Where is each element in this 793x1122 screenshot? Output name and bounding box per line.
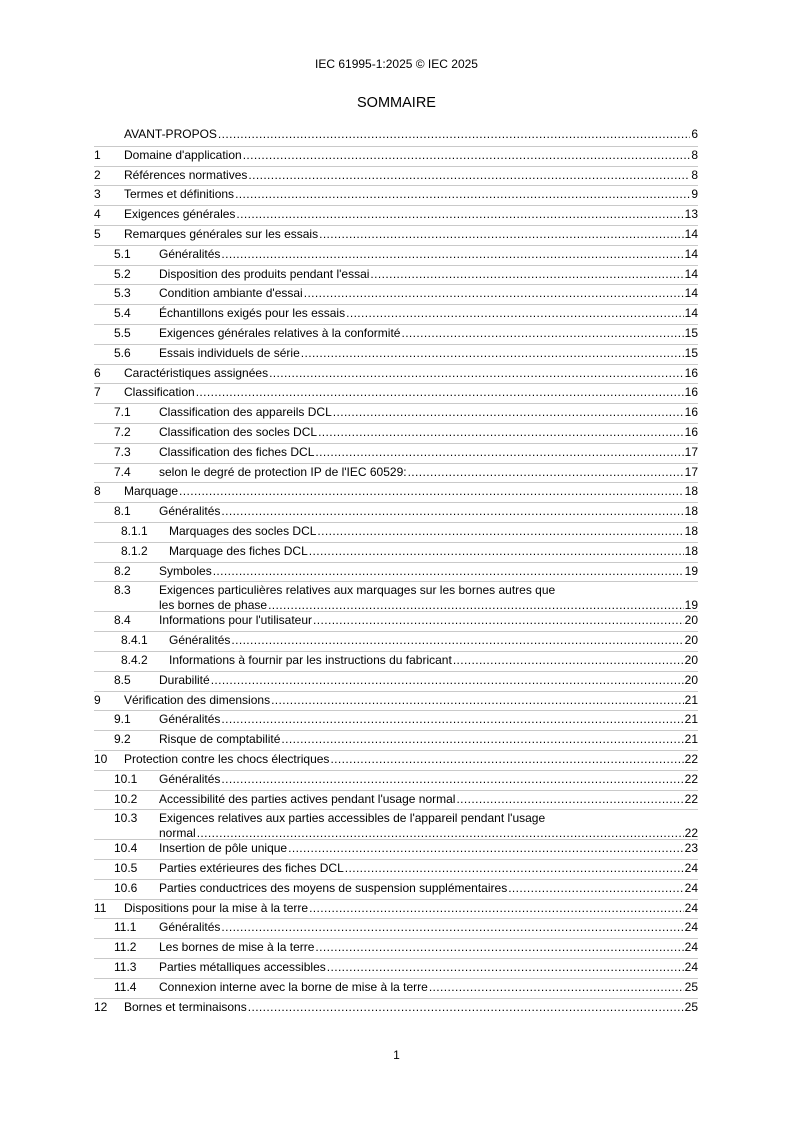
toc-entry-number: 10.6 xyxy=(114,880,138,895)
toc-entry-page: 25 xyxy=(684,999,698,1014)
dot-leader xyxy=(268,598,684,613)
toc-entry-number: 11 xyxy=(94,900,107,915)
dot-leader xyxy=(313,613,684,628)
toc-entry[interactable] xyxy=(94,631,698,651)
toc-entry-number: 9.1 xyxy=(114,712,131,727)
dot-leader xyxy=(345,861,684,876)
toc-entry-page: 19 xyxy=(684,563,698,578)
dot-leader xyxy=(318,425,684,440)
toc-entry[interactable] xyxy=(94,918,698,938)
toc-entry-label: Disposition des produits pendant l'essai xyxy=(159,266,370,281)
dot-leader xyxy=(235,187,690,202)
toc-entry[interactable] xyxy=(94,482,698,502)
toc-entry-label: Bornes et terminaisons xyxy=(124,999,247,1014)
toc-entry-page: 23 xyxy=(684,841,698,856)
toc-entry-page: 21 xyxy=(684,712,698,727)
dot-leader xyxy=(301,346,684,361)
toc-entry-label: Exigences générales relatives à la conformité xyxy=(159,325,401,340)
toc-entry-number: 5.3 xyxy=(114,286,131,301)
dot-leader xyxy=(231,633,683,648)
toc-entry-label: Références normatives xyxy=(124,167,248,182)
toc-entry-number: 1 xyxy=(94,147,101,162)
toc-entry-label: Généralités xyxy=(159,920,221,935)
toc-entry[interactable] xyxy=(94,205,698,225)
dot-leader xyxy=(221,247,683,262)
toc-entry-number: 2 xyxy=(94,167,101,182)
toc-entry-number: 3 xyxy=(94,187,101,202)
toc-entry-label: Remarques générales sur les essais xyxy=(124,226,319,241)
toc-entry-label: Risque de comptabilité xyxy=(159,732,281,747)
toc-entry-label: Parties extérieures des fiches DCL xyxy=(159,861,344,876)
dot-leader xyxy=(213,564,684,579)
toc-entry-page: 18 xyxy=(684,504,698,519)
toc-entry-number: 11.1 xyxy=(114,920,137,935)
toc-entry-page: 20 xyxy=(684,652,698,667)
toc-entry[interactable] xyxy=(94,423,698,443)
toc-entry-page: 18 xyxy=(684,484,698,499)
toc-entry-page: 20 xyxy=(684,672,698,687)
toc-entry-page: 15 xyxy=(684,345,698,360)
toc-entry[interactable] xyxy=(94,542,698,562)
toc-entry-number: 5 xyxy=(94,226,101,241)
toc-entry-label: Termes et définitions xyxy=(124,187,235,202)
toc-entry[interactable] xyxy=(94,284,698,304)
toc-entry-page: 25 xyxy=(684,979,698,994)
toc-entry[interactable] xyxy=(94,710,698,730)
dot-leader xyxy=(327,960,684,975)
dot-leader xyxy=(248,1000,684,1015)
toc-entry-page: 22 xyxy=(684,791,698,806)
toc-entry-number: 9 xyxy=(94,692,101,707)
toc-entry-page: 9 xyxy=(691,187,698,202)
toc-entry-label: Caractéristiques assignées xyxy=(124,365,269,380)
dot-leader xyxy=(309,544,684,559)
toc-entry[interactable] xyxy=(94,750,698,770)
dot-leader xyxy=(221,504,683,519)
dot-leader xyxy=(271,693,684,708)
toc-entry[interactable] xyxy=(94,691,698,711)
dot-leader xyxy=(456,792,683,807)
toc-entry-page: 20 xyxy=(684,613,698,628)
toc-entry-label: Classification des socles DCL xyxy=(159,424,318,439)
toc-entry-page: 16 xyxy=(684,365,698,380)
toc-entry[interactable] xyxy=(94,364,698,384)
toc-entry[interactable] xyxy=(94,146,698,166)
toc-entry[interactable] xyxy=(94,562,698,582)
toc-entry-number: 9.2 xyxy=(114,732,131,747)
toc-entry[interactable] xyxy=(94,770,698,790)
toc-entry-page: 6 xyxy=(691,127,698,141)
toc-entry-label: Protection contre les chocs électriques xyxy=(124,751,330,766)
toc-entry-number: 11.3 xyxy=(114,960,137,975)
toc-entry-page: 18 xyxy=(684,523,698,538)
toc-entry-page: 24 xyxy=(684,861,698,876)
toc-entry-label: Généralités xyxy=(169,633,231,648)
toc-entry-label: Essais individuels de série xyxy=(159,345,300,360)
toc-entry-number: 8.4.1 xyxy=(121,633,148,648)
dot-leader xyxy=(243,148,691,163)
toc-entry-page: 16 xyxy=(684,424,698,439)
toc-entry-page: 21 xyxy=(684,732,698,747)
toc-entry[interactable] xyxy=(94,839,698,859)
dot-leader xyxy=(346,306,684,321)
toc-entry[interactable] xyxy=(94,730,698,750)
toc-entry-page: 15 xyxy=(684,325,698,340)
dot-leader xyxy=(221,920,683,935)
dot-leader xyxy=(333,405,684,420)
toc-entry[interactable] xyxy=(94,324,698,344)
toc-entry[interactable] xyxy=(94,166,698,186)
toc-entry-number: 10.1 xyxy=(114,771,138,786)
toc-entry-number: 8.4.2 xyxy=(121,652,148,667)
toc-entry-page: 14 xyxy=(684,226,698,241)
toc-entry[interactable] xyxy=(94,522,698,542)
toc-entry-label: Classification des appareils DCL xyxy=(159,405,332,420)
toc-entry-page: 17 xyxy=(684,464,698,479)
toc-entry[interactable] xyxy=(94,958,698,978)
toc-entry[interactable] xyxy=(94,938,698,958)
toc-entry-label: Dispositions pour la mise à la terre xyxy=(124,900,309,915)
toc-entry-number: 11.2 xyxy=(114,940,137,955)
toc-entry-label: selon le degré de protection IP de l'IEC 60529: xyxy=(159,464,407,479)
toc-entry-label: Marquage des fiches DCL xyxy=(169,543,308,558)
toc-entry-label: Exigences générales xyxy=(124,207,236,222)
table-of-contents xyxy=(94,126,698,1017)
toc-entry-label: Exigences particulières relatives aux marquages sur les bornes autres que xyxy=(159,583,556,598)
toc-entry-number: 6 xyxy=(94,365,101,380)
toc-entry-page: 13 xyxy=(684,207,698,222)
toc-entry-page: 17 xyxy=(684,444,698,459)
toc-entry-page: 24 xyxy=(684,920,698,935)
document-header: IEC 61995-1:2025 © IEC 2025 xyxy=(315,57,478,71)
dot-leader xyxy=(221,712,683,727)
toc-entry[interactable] xyxy=(94,611,698,631)
dot-leader xyxy=(281,732,683,747)
toc-entry-page: 24 xyxy=(684,940,698,955)
toc-entry-label: Les bornes de mise à la terre xyxy=(159,940,315,955)
toc-entry-page: 19 xyxy=(684,598,698,613)
toc-entry-label: Condition ambiante d'essai xyxy=(159,286,303,301)
dot-leader xyxy=(218,127,690,142)
toc-entry-number: 8.5 xyxy=(114,672,131,687)
toc-entry[interactable] xyxy=(94,978,698,998)
toc-entry-page: 20 xyxy=(684,633,698,648)
toc-entry[interactable] xyxy=(94,859,698,879)
toc-entry-number: 10 xyxy=(94,751,108,766)
toc-entry-label: Symboles xyxy=(159,563,212,578)
toc-entry-page: 16 xyxy=(684,385,698,400)
toc-entry-label: Informations à fournir par les instructions du fabricant xyxy=(169,652,452,667)
dot-leader xyxy=(179,484,684,499)
dot-leader xyxy=(315,445,683,460)
toc-entry-number: 8.1.1 xyxy=(121,523,148,538)
toc-entry-number: 12 xyxy=(94,999,108,1014)
toc-entry-number: 8.1 xyxy=(114,504,131,519)
toc-entry-number: 5.5 xyxy=(114,325,131,340)
toc-entry[interactable] xyxy=(94,879,698,899)
toc-entry-number: 8.2 xyxy=(114,563,131,578)
toc-entry[interactable] xyxy=(94,809,698,839)
dot-leader xyxy=(401,326,683,341)
toc-entry-page: 8 xyxy=(691,167,698,182)
toc-entry-number: 5.2 xyxy=(114,266,131,281)
dot-leader xyxy=(408,465,684,480)
toc-entry-label: Connexion interne avec la borne de mise à la terre xyxy=(159,979,428,994)
toc-entry-label: les bornes de phase xyxy=(159,598,268,613)
toc-entry-number: 5.1 xyxy=(114,246,131,261)
dot-leader xyxy=(319,227,684,242)
dot-leader xyxy=(304,286,684,301)
dot-leader xyxy=(236,207,683,222)
toc-entry-page: 14 xyxy=(684,246,698,261)
toc-entry-number: 5.6 xyxy=(114,345,131,360)
toc-entry[interactable] xyxy=(94,443,698,463)
toc-entry[interactable] xyxy=(94,225,698,245)
toc-entry[interactable] xyxy=(94,899,698,919)
toc-entry-page: 14 xyxy=(684,266,698,281)
dot-leader xyxy=(269,366,684,381)
toc-entry-page: 24 xyxy=(684,900,698,915)
dot-leader xyxy=(248,168,690,183)
toc-entry[interactable] xyxy=(94,463,698,483)
toc-entry-number: 11.4 xyxy=(114,979,137,994)
toc-entry-number: 10.4 xyxy=(114,841,138,856)
toc-entry-label: Domaine d'application xyxy=(124,147,242,162)
dot-leader xyxy=(315,940,683,955)
toc-entry-page: 18 xyxy=(684,543,698,558)
dot-leader xyxy=(211,673,684,688)
toc-entry[interactable] xyxy=(94,651,698,671)
toc-entry-label: Vérification des dimensions xyxy=(124,692,271,707)
toc-entry-number: 8 xyxy=(94,484,101,499)
toc-entry-number: 10.2 xyxy=(114,791,138,806)
toc-entry-number: 4 xyxy=(94,207,101,222)
toc-entry-page: 24 xyxy=(684,960,698,975)
toc-entry-page: 24 xyxy=(684,880,698,895)
toc-entry[interactable] xyxy=(94,581,698,611)
toc-entry-page: 22 xyxy=(684,826,698,841)
toc-entry-label: Marquages des socles DCL xyxy=(169,523,317,538)
toc-entry-label: Classification des fiches DCL xyxy=(159,444,315,459)
toc-entry-page: 21 xyxy=(684,692,698,707)
toc-entry-label: Insertion de pôle unique xyxy=(159,841,288,856)
dot-leader xyxy=(221,772,683,787)
toc-entry-label: Marquage xyxy=(124,484,179,499)
toc-entry-number: 10.3 xyxy=(114,811,138,826)
toc-entry-number: 8.3 xyxy=(114,583,131,598)
dot-leader xyxy=(196,385,684,400)
toc-entry-label: normal xyxy=(159,826,196,841)
toc-entry-label: Parties conductrices des moyens de suspension supplémentaires xyxy=(159,880,508,895)
toc-entry-number: 7.1 xyxy=(114,405,131,420)
toc-entry-number: 8.4 xyxy=(114,613,131,628)
toc-entry-page: 22 xyxy=(684,771,698,786)
toc-entry-page: 16 xyxy=(684,405,698,420)
toc-entry-page: 22 xyxy=(684,751,698,766)
toc-entry-number: 7.3 xyxy=(114,444,131,459)
toc-entry-label: Exigences relatives aux parties accessibles de l'appareil pendant l'usage xyxy=(159,811,546,826)
toc-entry-label: AVANT-PROPOS xyxy=(124,127,217,141)
toc-entry[interactable] xyxy=(94,185,698,205)
toc-entry-label: Généralités xyxy=(159,712,221,727)
toc-entry-number: 10.5 xyxy=(114,861,138,876)
toc-entry-label: Classification xyxy=(124,385,195,400)
dot-leader xyxy=(288,841,684,856)
dot-leader xyxy=(317,524,683,539)
toc-entry-label: Généralités xyxy=(159,504,221,519)
toc-entry[interactable] xyxy=(94,998,698,1018)
toc-entry-number: 7 xyxy=(94,385,101,400)
toc-entry-page: 14 xyxy=(684,286,698,301)
toc-entry-page: 8 xyxy=(691,147,698,162)
toc-entry-page: 14 xyxy=(684,306,698,321)
toc-entry[interactable] xyxy=(94,671,698,691)
toc-entry-label: Généralités xyxy=(159,771,221,786)
toc-entry-label: Informations pour l'utilisateur xyxy=(159,613,313,628)
dot-leader xyxy=(197,826,684,841)
dot-leader xyxy=(309,901,684,916)
toc-entry[interactable] xyxy=(94,502,698,522)
toc-entry-label: Échantillons exigés pour les essais xyxy=(159,306,346,321)
toc-entry-number: 5.4 xyxy=(114,306,131,321)
toc-entry-label: Parties métalliques accessibles xyxy=(159,960,326,975)
toc-entry[interactable] xyxy=(94,790,698,810)
toc-entry[interactable] xyxy=(94,403,698,423)
toc-entry-label: Généralités xyxy=(159,246,221,261)
dot-leader xyxy=(330,752,683,767)
dot-leader xyxy=(508,881,683,896)
toc-entry-number: 8.1.2 xyxy=(121,543,148,558)
toc-entry-label: Durabilité xyxy=(159,672,210,687)
toc-entry[interactable] xyxy=(94,126,698,146)
page-number: 1 xyxy=(393,1048,400,1062)
toc-entry[interactable] xyxy=(94,383,698,403)
toc-entry[interactable] xyxy=(94,245,698,265)
dot-leader xyxy=(429,980,684,995)
toc-entry-number: 7.2 xyxy=(114,424,131,439)
dot-leader xyxy=(370,267,683,282)
toc-entry-number: 7.4 xyxy=(114,464,131,479)
toc-entry[interactable] xyxy=(94,344,698,364)
toc-entry[interactable] xyxy=(94,265,698,285)
dot-leader xyxy=(453,653,684,668)
toc-entry-label: Accessibilité des parties actives pendant l'usage normal xyxy=(159,791,456,806)
toc-title: SOMMAIRE xyxy=(357,95,436,111)
toc-entry[interactable] xyxy=(94,304,698,324)
